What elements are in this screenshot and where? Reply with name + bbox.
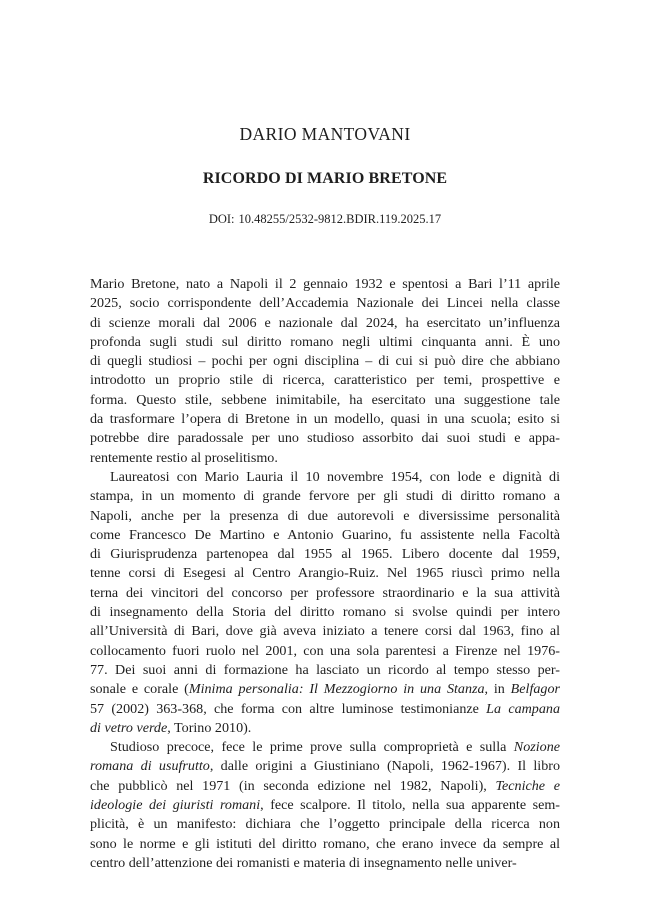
text-segment: , Torino 2010).	[167, 719, 252, 736]
doi-label: DOI:	[208, 212, 235, 226]
doi-line	[0, 212, 650, 227]
article-title: RICORDO DI MARIO BRETONE	[202, 170, 448, 187]
text-segment: che pubblicò nel 1971 (in seconda edizione nel 1982, Napoli),	[90, 777, 496, 794]
text-line	[90, 680, 560, 699]
text-segment: potrebbe dire paradossale per uno studioso assorbito dai suoi studi e appa-	[90, 430, 560, 447]
text-segment: rentemente restio al proselitismo.	[90, 449, 278, 466]
text-line	[90, 333, 560, 352]
text-line	[90, 835, 560, 854]
text-segment: Mario Bretone, nato a Napoli il 2 gennaio 1932 e spentosi a Bari l’11 aprile	[90, 276, 560, 292]
text-line	[90, 294, 560, 313]
text-line	[90, 371, 560, 390]
article-body	[90, 275, 560, 873]
text-segment: profonda sugli studi sul diritto romano negli ultimi cinquanta anni. È uno	[90, 333, 560, 350]
author-name: DARIO MANTOVANI	[239, 124, 411, 144]
italic-text: ideologie dei giuristi romani	[90, 797, 261, 814]
text-segment: di insegnamento della Storia del diritto romano si svolse quindi per intero	[90, 604, 560, 621]
text-segment: Napoli, anche per la presenza di due autorevoli e diversissime personalità	[90, 507, 560, 524]
text-segment: terna dei vincitori del concorso per professore straordinario e la sua attività	[90, 584, 560, 601]
text-segment: 57 (2002) 363-368, che forma con altre luminose testimonianze	[90, 700, 487, 717]
text-line	[90, 468, 560, 487]
text-segment: di Giurisprudenza partenopea dal 1955 al 1965. Libero docente dal 1959,	[90, 546, 560, 563]
italic-text: La campana	[486, 700, 560, 717]
italic-text: di vetro verde	[90, 719, 168, 736]
text-line	[90, 854, 560, 873]
text-line	[90, 526, 560, 545]
text-segment: Studioso precoce, fece le prime prove sulla comproprietà e sulla	[110, 739, 514, 756]
text-segment: all’Università di Bari, dove già aveva iniziato a tenere corsi dal 1963, fino al	[90, 623, 560, 640]
text-line	[90, 815, 560, 834]
text-line	[90, 584, 560, 603]
paragraph	[90, 468, 560, 738]
text-segment: centro dell’attenzione dei romanisti e materia di insegnamento nelle univer-	[90, 854, 517, 871]
text-segment: 2025, socio corrispondente dell’Accademia Nazionale dei Lincei nella classe	[90, 295, 560, 312]
text-segment: , in	[484, 681, 511, 698]
text-segment: Laureatosi con Mario Lauria il 10 novembre 1954, con lode e dignità di	[110, 468, 560, 485]
text-segment: stampa, in un momento di grande fervore per gli studi di diritto romano a	[90, 488, 560, 505]
text-line	[90, 275, 560, 294]
text-line	[90, 603, 560, 622]
text-line	[90, 487, 560, 506]
text-line	[90, 314, 560, 333]
text-line	[90, 796, 560, 815]
text-segment: collocamento fuori ruolo nel 2001, con una sola parentesi a Firenze nel 1976-	[90, 642, 560, 659]
text-line	[90, 410, 560, 429]
italic-text: Tecniche e	[495, 777, 561, 794]
text-line	[90, 429, 560, 448]
text-segment: introdotto un proprio stile di ricerca, caratteristico per temi, prospettive e	[90, 372, 560, 389]
italic-text: Belfagor	[510, 681, 560, 698]
text-segment: sono le norme e gli istituti del diritto romano, che erano invece da sempre al	[90, 835, 560, 852]
text-line	[90, 642, 560, 661]
paragraph	[90, 275, 560, 468]
paragraph	[90, 738, 560, 873]
text-segment: come Francesco De Martino e Antonio Guarino, fu assistente nella Facoltà	[90, 526, 560, 543]
text-line	[90, 545, 560, 564]
text-segment: , dalle origini a Giustiniano (Napoli, 1962-1967). Il libro	[209, 758, 560, 775]
text-line	[90, 757, 560, 776]
text-line	[90, 738, 560, 757]
text-segment: di scienze morali dal 2006 e nazionale dal 2024, ha esercitato un’influenza	[90, 314, 560, 331]
text-line	[90, 622, 560, 641]
text-line	[90, 564, 560, 583]
text-line	[90, 352, 560, 371]
text-line	[90, 777, 560, 796]
text-line	[90, 719, 560, 738]
text-segment: , fece scalpore. Il titolo, nella sua apparente sem-	[260, 797, 561, 814]
text-line	[90, 661, 560, 680]
text-segment: tenne corsi di Esegesi al Centro Arangio-Ruiz. Nel 1965 riuscì primo nella	[90, 565, 560, 582]
italic-text: Minima personalia: Il Mezzogiorno in una Stanza	[188, 681, 485, 698]
text-line	[90, 700, 560, 719]
doi-value: 10.48255/2532-9812.BDIR.119.2025.17	[238, 212, 442, 226]
text-segment: sonale e corale (	[90, 681, 189, 698]
text-line	[90, 449, 560, 468]
text-segment: forma. Questo stile, sebbene inimitabile, ha esercitato una suggestione tale	[90, 391, 560, 408]
text-segment: da trasformare l’opera di Bretone in un modello, quasi in una scuola; esito si	[90, 411, 560, 428]
italic-text: romana di usufrutto	[90, 758, 210, 775]
italic-text: Nozione	[513, 739, 560, 756]
text-line	[90, 507, 560, 526]
text-segment: di quegli studiosi – pochi per ogni disciplina – di cui si può dire che abbiano	[90, 353, 560, 370]
text-segment: plicità, è un manifesto: dichiara che l’oggetto principale della ricerca non	[90, 816, 560, 833]
text-segment: 77. Dei suoi anni di formazione ha lasciato un ricordo al tempo stesso per-	[90, 661, 560, 678]
text-line	[90, 391, 560, 410]
